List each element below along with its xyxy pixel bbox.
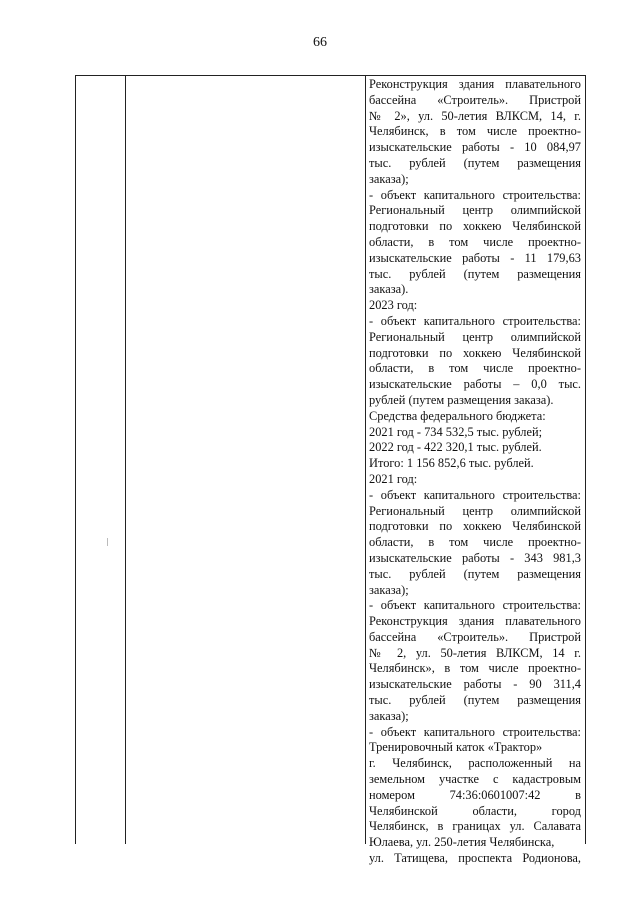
text-line: Челябинск, в границах ул. Салавата (369, 819, 581, 834)
text-line: изыскательские работы - 90 311,4 (369, 677, 581, 692)
text-line: области, в том числе проектно- (369, 535, 581, 550)
text-line: Средства федерального бюджета: (369, 408, 546, 423)
scan-margin-mark (107, 538, 108, 546)
text-line: тыс. рублей (путем размещения (369, 693, 581, 708)
text-line: - объект капитального строительства: (369, 598, 581, 613)
text-line: Региональный центр олимпийской (369, 329, 581, 344)
text-line: 2021 год: (369, 471, 418, 486)
text-line: Челябинск», в том числе проектно- (369, 661, 581, 676)
text-line: Тренировочный каток «Трактор» (369, 740, 543, 755)
text-line: № 2, ул. 50-летия ВЛКСМ, 14 г. (369, 645, 581, 660)
text-line: подготовки по хоккею Челябинской (369, 345, 581, 360)
text-line: заказа); (369, 708, 409, 723)
text-line: Итого: 1 156 852,6 тыс. рублей. (369, 456, 534, 471)
text-line: изыскательские работы - 11 179,63 (369, 250, 581, 265)
text-line: 2021 год - 734 532,5 тыс. рублей; (369, 424, 543, 439)
text-line: Челябинск, в том числе проектно- (369, 124, 581, 139)
text-line: заказа); (369, 171, 409, 186)
text-line: земельном участке с кадастровым (369, 772, 581, 787)
text-line: Реконструкция здания плавательного (369, 614, 581, 629)
text-line: тыс. рублей (путем размещения (369, 155, 581, 170)
table-top-border (75, 75, 586, 76)
text-line: Реконструкция здания плавательного (369, 77, 581, 91)
table-right-border (585, 75, 586, 844)
text-line: изыскательские работы – 0,0 тыс. (369, 377, 581, 392)
column-divider-1 (125, 75, 126, 844)
text-line: Региональный центр олимпийской (369, 203, 581, 218)
text-line: заказа); (369, 582, 409, 597)
text-line: подготовки по хоккею Челябинской (369, 519, 581, 534)
text-line: Челябинской области, город (369, 803, 581, 818)
text-line: Региональный центр олимпийской (369, 503, 581, 518)
text-line: г. Челябинск, расположенный на (369, 756, 581, 771)
text-line: 2023 год: (369, 298, 418, 313)
table-left-border (75, 75, 76, 844)
text-line: Юлаева, ул. 250-летия Челябинска, (369, 835, 555, 850)
description-cell (369, 77, 581, 867)
text-line: - объект капитального строительства: (369, 187, 581, 202)
text-line: - объект капитального строительства: (369, 487, 581, 502)
text-line: рублей (путем размещения заказа). (369, 392, 554, 407)
column-divider-2 (365, 75, 366, 844)
text-line: бассейна «Строитель». Пристрой (369, 92, 581, 107)
text-line: тыс. рублей (путем размещения (369, 266, 581, 281)
text-line: ул. Татищева, проспекта Родионова, (369, 851, 581, 866)
text-line: № 2», ул. 50-летия ВЛКСМ, 14, г. (369, 108, 581, 123)
text-line: - объект капитального строительства: (369, 313, 581, 328)
text-line: - объект капитального строительства: (369, 724, 581, 739)
page-number: 66 (313, 35, 327, 50)
text-line: бассейна «Строитель». Пристрой (369, 629, 581, 644)
text-line: изыскательские работы - 343 981,3 (369, 550, 581, 565)
text-line: области, в том числе проектно- (369, 361, 581, 376)
text-line: области, в том числе проектно- (369, 234, 581, 249)
text-line: номером 74:36:0601007:42 в (369, 787, 581, 802)
text-line: тыс. рублей (путем размещения (369, 566, 581, 581)
text-line: заказа). (369, 282, 409, 297)
text-line: 2022 год - 422 320,1 тыс. рублей. (369, 440, 542, 455)
text-line: изыскательские работы - 10 084,97 (369, 140, 581, 155)
text-line: подготовки по хоккею Челябинской (369, 219, 581, 234)
